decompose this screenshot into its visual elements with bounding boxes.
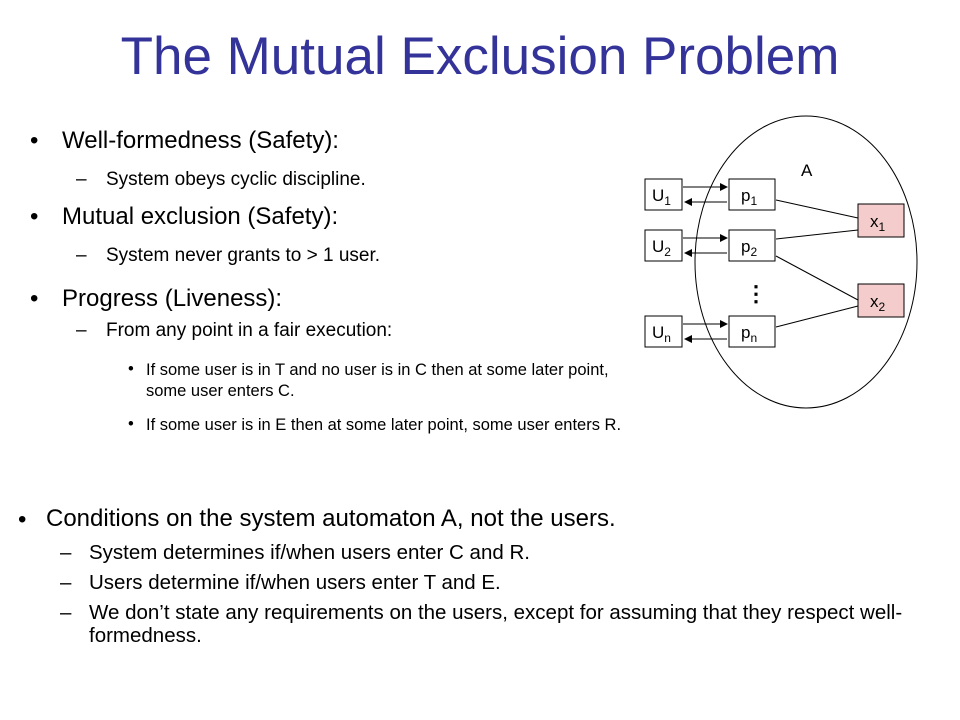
bullet-mutual-exclusion: Mutual exclusion (Safety): xyxy=(62,203,339,230)
svg-text:Un: $U_n$ xyxy=(652,323,671,345)
dash-marker: – xyxy=(60,571,72,594)
bullet-conditions: Conditions on the system automaton A, not the users. xyxy=(46,505,616,532)
svg-text:p1: $p_1$ xyxy=(741,186,758,208)
sub-bullet-users-determine: Users determine if/when users enter T and E. xyxy=(89,571,501,594)
sub-bullet-fair-execution: From any point in a fair execution: xyxy=(106,320,393,341)
bullet-dot: • xyxy=(30,127,39,154)
svg-text:U2: $U_2$ xyxy=(652,237,671,259)
bullet-dot: • xyxy=(30,285,39,312)
dash-marker: – xyxy=(76,169,87,190)
user-process-arrows xyxy=(683,187,727,339)
dash-marker: – xyxy=(76,245,87,266)
process-node-2 xyxy=(729,230,775,261)
automaton-diagram xyxy=(600,100,960,420)
automaton-ellipse xyxy=(695,116,917,408)
bullet-dot: • xyxy=(128,360,134,378)
automaton-label: A xyxy=(801,161,813,180)
svg-text:x2: $x_2$ xyxy=(870,292,886,314)
bullet-wellformedness: Well-formedness (Safety): xyxy=(62,127,339,154)
svg-text:p2: $p_2$ xyxy=(741,237,758,259)
sub-bullet-system-determines: System determines if/when users enter C and R. xyxy=(89,541,530,564)
svg-text:pn: $p_n$ xyxy=(741,323,758,345)
variable-node-1 xyxy=(858,204,904,237)
user-node-n xyxy=(645,316,682,347)
dash-marker: – xyxy=(76,320,87,341)
sub-sub-bullet-enters-c: If some user is in T and no user is in C then at some later point, some user enters C. xyxy=(146,361,609,400)
sub-bullet-cyclic: System obeys cyclic discipline. xyxy=(106,169,366,190)
svg-text:x1: $x_1$ xyxy=(870,212,886,234)
process-variable-links xyxy=(776,200,858,327)
sub-bullet-no-requirements: We don’t state any requirements on the users, except for assuming that they respect well-formedness. xyxy=(89,601,903,647)
slide-title: The Mutual Exclusion Problem xyxy=(120,27,840,86)
dash-marker: – xyxy=(60,601,72,624)
bullet-dot: • xyxy=(18,506,27,533)
dash-marker: – xyxy=(60,541,72,564)
process-node-n xyxy=(729,316,775,347)
variable-node-2 xyxy=(858,284,904,317)
bullet-progress: Progress (Liveness): xyxy=(62,285,283,312)
user-node-1 xyxy=(645,179,682,210)
user-node-2 xyxy=(645,230,682,261)
bullet-dot: • xyxy=(128,415,134,433)
sub-sub-bullet-enters-r: If some user is in E then at some later point, some user enters R. xyxy=(146,416,622,434)
sub-bullet-never-grants: System never grants to > 1 user. xyxy=(106,245,381,266)
process-node-1 xyxy=(729,179,775,210)
bullet-dot: • xyxy=(30,203,39,230)
svg-text:U1: $U_1$ xyxy=(652,186,671,208)
ellipsis-dots: ⋮ xyxy=(745,281,767,306)
